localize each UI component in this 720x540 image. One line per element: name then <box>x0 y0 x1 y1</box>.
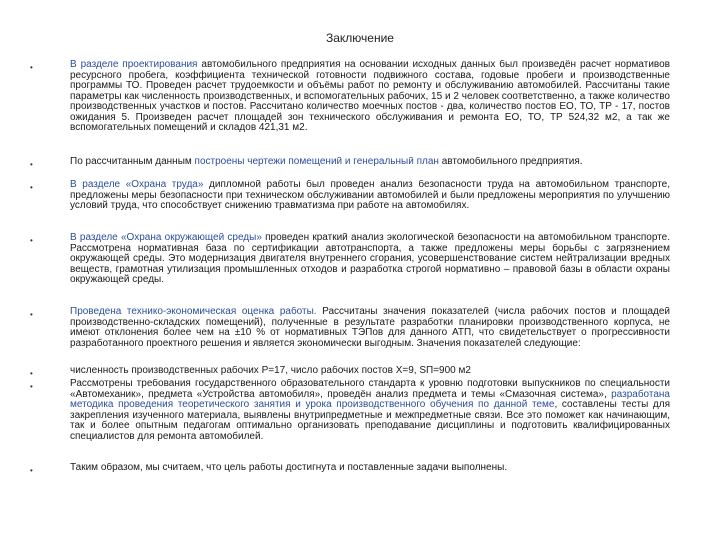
list-item <box>70 307 670 349</box>
item-text: численность производственных рабочих Р=17, число рабочих постов Х=9, SП=900 м2 <box>70 366 471 376</box>
item-text: автомобильного предприятия. <box>438 157 583 167</box>
item-highlight: построены чертежи помещений и генеральный план <box>194 157 439 167</box>
item-highlight: разработана методика проведения теоретического занятия и урока производственного обучения по данной теме <box>70 388 670 410</box>
bullet-icon: • <box>30 369 33 378</box>
list-item <box>70 233 670 286</box>
list-item <box>70 366 670 377</box>
list-item <box>70 180 670 212</box>
item-tail: , составлены тесты для закрепления изученного материала, выявлены внутрипредметные и межпредметные связи. Все это поможет как начинающим, так и более опытным педагогам оптимально организовать преподавание дисциплины и подготовить квалифицированных специалистов для ремонта автомобилей. <box>70 399 670 442</box>
item-text: автомобильного предприятия на основании исходных данных был произведён расчет нормативов ресурсного пробега, коэффициента технической готовности подвижного состава, годовые пробеги и производственные программы ТО. Проведен расчет трудоемкости и объёмы работ по ремонту и обслуживанию автомобилей. Рассчитаны такие параметры как численность производственных, и вспомогательных рабочих, 15 и 2 человек соответственно, а также количество производственных участков и постов. Рассчитано количество моечных постов - два, количество постов ЕО, ТО, ТР - 17, постов ожидания 5. Произведен расчет площадей зон технического обслуживания и ремонта ЕО, ТО, ТР 524,32 м2, а так же вспомогательных помещений и складов 421,31 м2. <box>70 60 670 133</box>
bullet-icon: • <box>30 63 33 72</box>
list-item <box>70 157 670 168</box>
item-text: Таким образом, мы считаем, что цель работы достигнута и поставленные задачи выполнены. <box>70 463 508 473</box>
bullet-icon: • <box>30 160 33 169</box>
bullet-icon: • <box>30 310 33 319</box>
slide-title: Заключение <box>326 31 394 45</box>
bullet-icon: • <box>30 183 33 192</box>
item-lead: По рассчитанным данным <box>70 157 195 167</box>
item-text: Рассмотрены требования государственного образовательного стандарта к уровню подготовки выпускников по специальности «Автомеханик», предмета «Устройства автомобиля», проведён анализ предмета и темы «Смазочная система», <box>70 379 670 400</box>
item-lead: В разделе «Охрана окружающей среды» <box>70 233 262 243</box>
item-text: Рассчитаны значения показателей (числа рабочих постов и площадей производственно-складских помещений), полученные в результате разработки планировки производственного корпуса, не имеют отклонения более чем на ±10 % от нормативных ТЭПов для данного АТП, что свидетельствует о прогрессивности разработанного проектного решения и является экономически выгодным. Значения показателей следующие: <box>70 307 670 349</box>
list-item <box>70 60 670 134</box>
item-lead: В разделе «Охрана труда» <box>70 180 204 190</box>
bullet-icon: • <box>30 236 33 245</box>
bullet-icon: • <box>30 382 33 391</box>
item-text: проведен краткий анализ экологической безопасности на автомобильном транспорте. Рассмотрена нормативная база по сертификации автотранспорта, а также предложены меры борьбы с загрязнением окружающей среды. Это модернизация двигателя внутреннего сгорания, усовершенствование систем нейтрализации вредных веществ, грамотная утилизация промышленных отходов и разработка строгой нормативно – правовой базы в области охраны окружающей среды. <box>70 233 670 285</box>
item-text: дипломной работы был проведен анализ безопасности труда на автомобильном транспорте, предложены меры безопасности при техническом обслуживании автомобилей и были предложены мероприятия по улучшению условий труда, что способствует снижению травматизма при работе на автомобилях. <box>70 180 670 211</box>
list-item <box>70 379 670 442</box>
item-lead: В разделе проектирования <box>70 60 198 70</box>
list-item <box>70 463 670 474</box>
bullet-icon: • <box>30 466 33 475</box>
item-lead: Проведена технико-экономическая оценка работы. <box>70 307 317 317</box>
